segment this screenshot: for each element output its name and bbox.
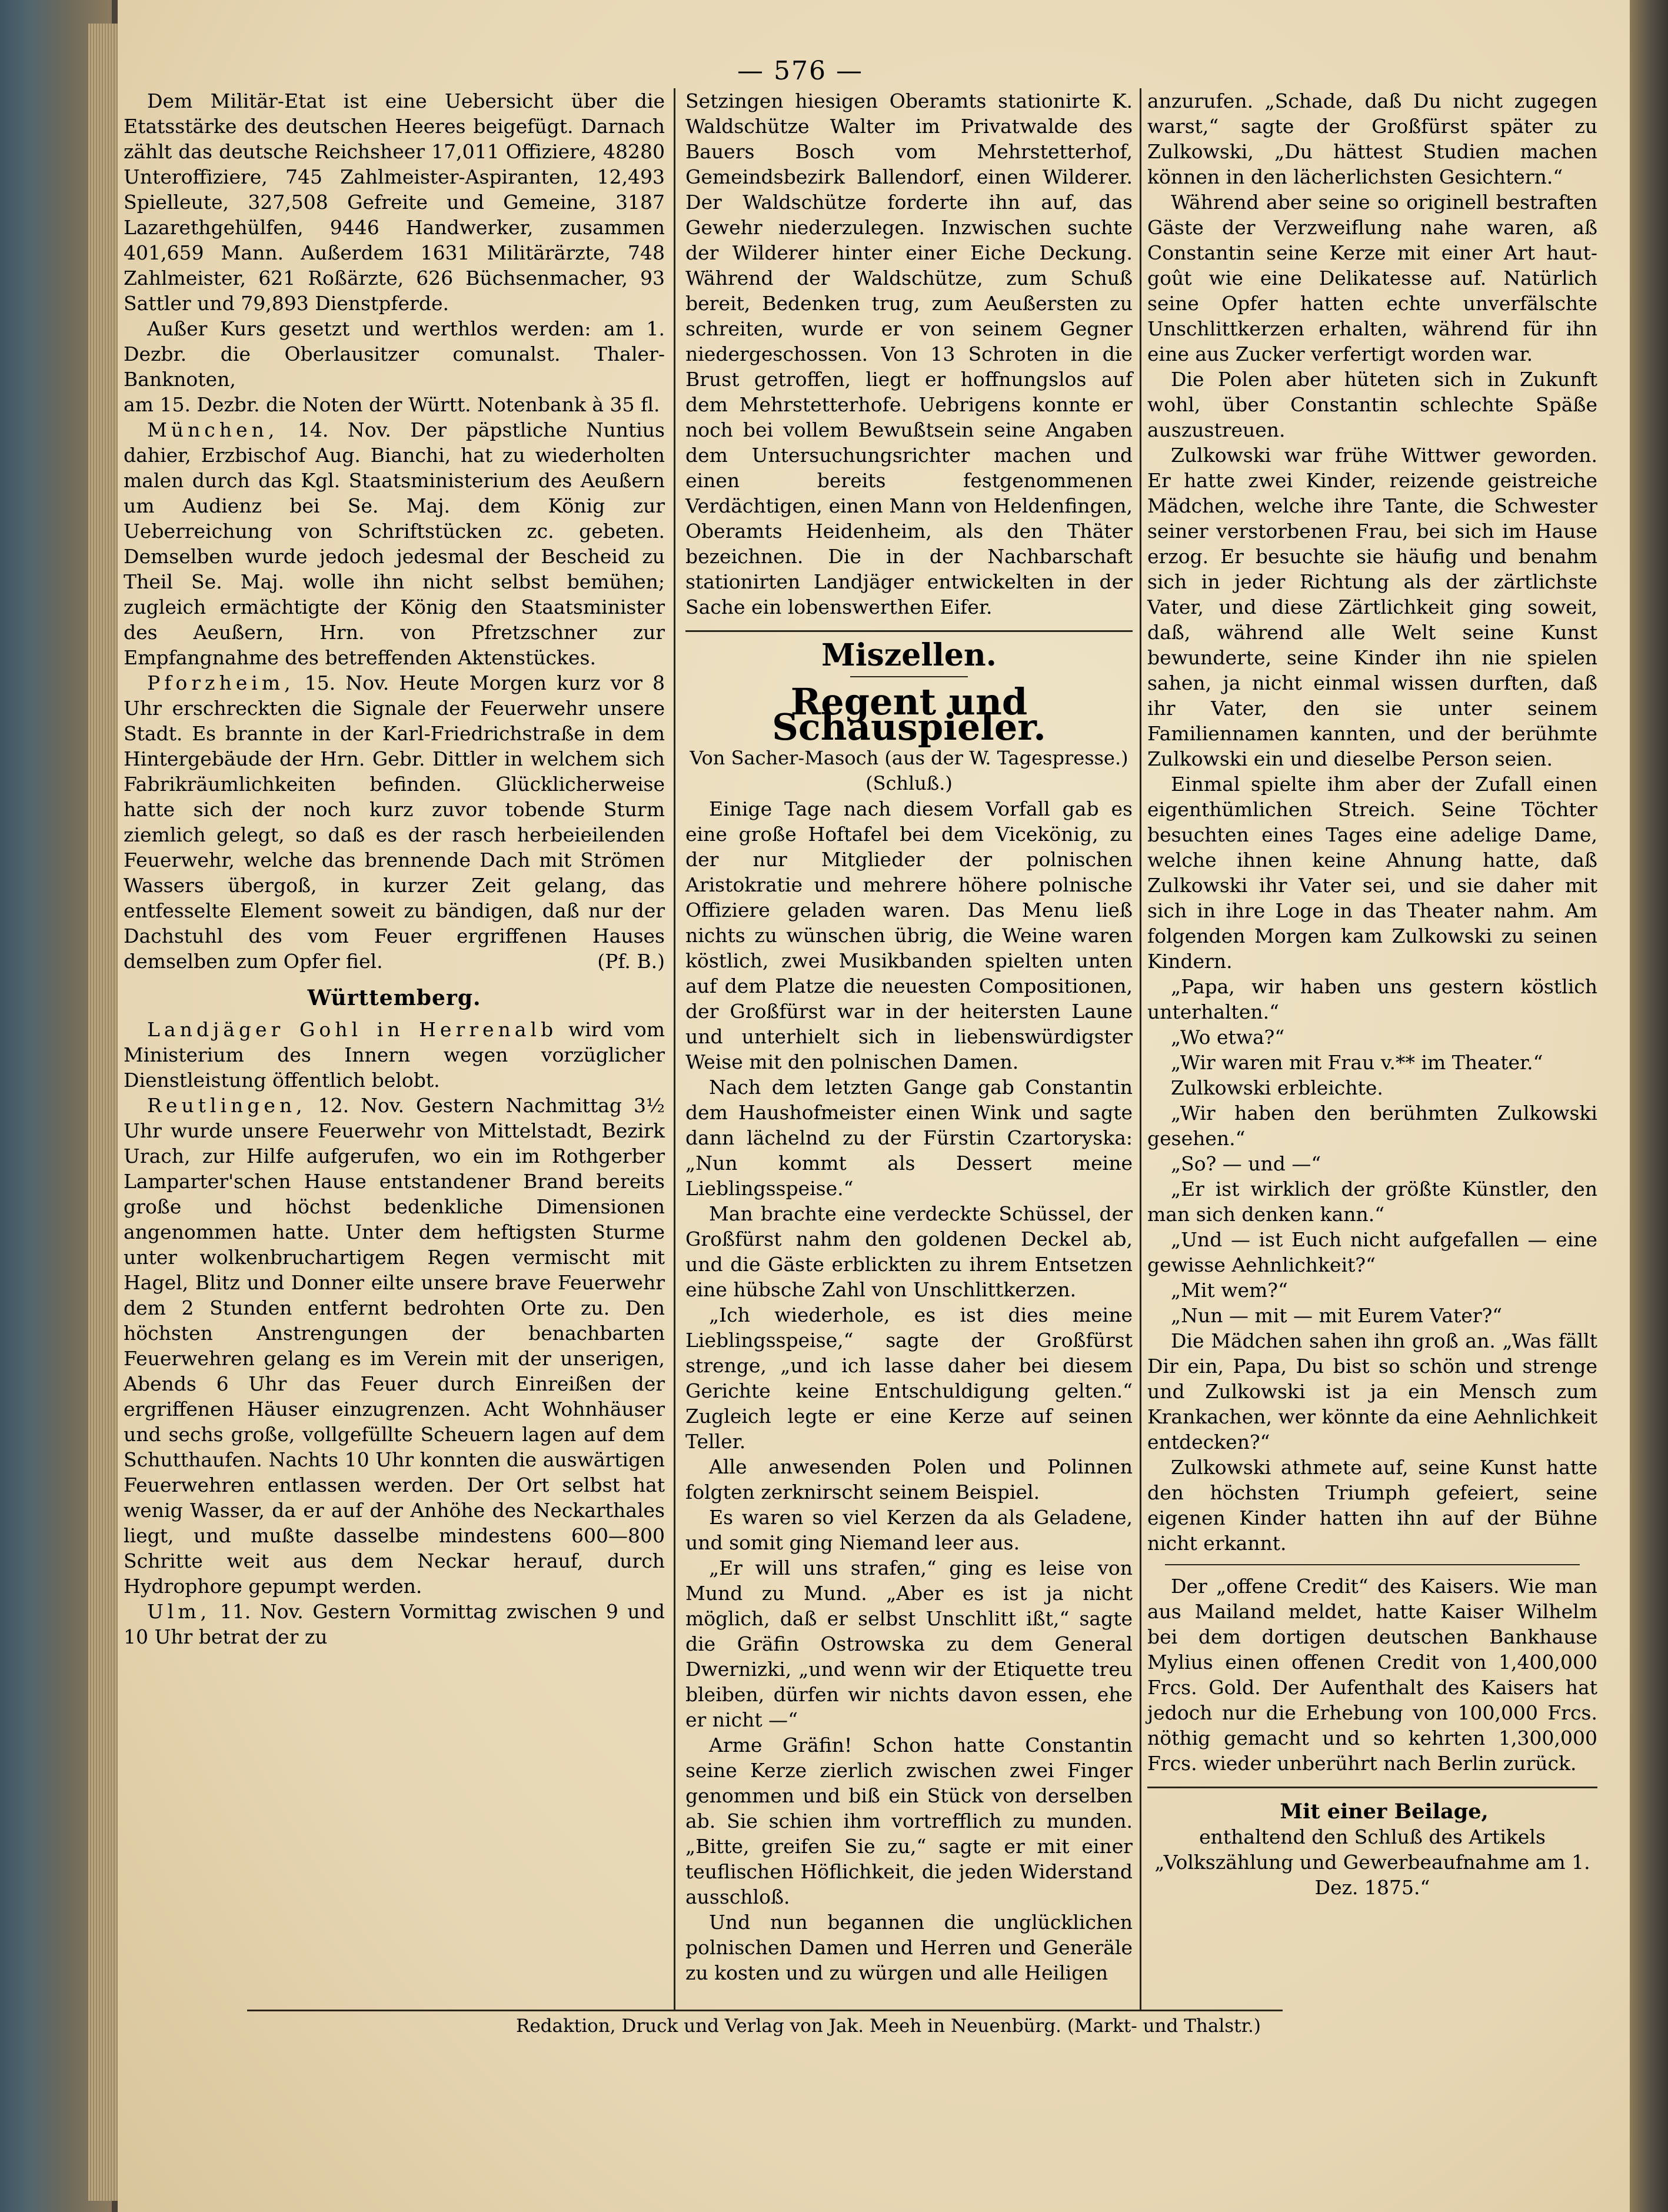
article-pforzheim — [124, 670, 665, 974]
article-reutlingen-text: 12. Nov. Gestern Nachmittag 3½ Uhr wurde unsere Feuerwehr von Mittelstadt, Bezirk Urach, zur Hilfe aufgerufen, wo ein im Rothgerber Lamparter'schen Hause entstandener Brand bereits große und höchst bedenkliche Dimensionen angenommen hatte. Unter dem heftigsten Sturme unter wolkenbruchartigem Regen vermischt mit Hagel, Blitz und Donner eilte unsere brave Feuerwehr dem 2 Stunden entfernt bedrohten Orte zu. Den höchsten Anstrengungen der benachbarten Feuerwehren gelang es im Verein mit der unserigen, Abends 6 Uhr das Feuer durch Einreißen der ergriffenen Häuser einzugrenzen. Acht Wohnhäuser und sechs große, vollgefüllte Scheuern lagen auf dem Schutthaufen. Nachts 10 Uhr konnten die auswärtigen Feuerwehren entlassen werden. Der Ort selbst hat wenig Wasser, da er auf der Anhöhe des Neckarthales liegt, und mußte dasselbe mindestens 600—800 Schritte weit aus dem Neckar herauf, durch Hydrophore gepumpt werden. — [124, 1094, 665, 1598]
story-paragraph: Während aber seine so originell bestraften Gäste der Verzweiflung nahe waren, aß Constantin seine Kerze mit einer Art haut-goût wie eine Delikatesse auf. Natürlich seine Opfer hatten echte unverfälschte Unschlittkerzen erhalten, während für ihn eine aus Zucker verfertigt worden war. — [1147, 191, 1597, 365]
miscellany-heading: Miszellen. — [821, 637, 997, 673]
section-rule — [1165, 1564, 1580, 1565]
story-paragraph: Einmal spielte ihm aber der Zufall einen eigenthümlichen Streich. Seine Töchter besuchten eines Tages eine adelige Dame, welche ihnen keine Ahnung hatte, daß Zulkowski ihr Vater sei, und sie daher mit sich in ihre Loge in das Theater nahm. Am folgenden Morgen kam Zulkowski zu seinen Kindern. — [1147, 773, 1597, 973]
story-paragraph: Einige Tage nach diesem Vorfall gab es eine große Hoftafel bei dem Vicekönig, zu der nur Mitglieder der polnischen Aristokratie und mehrere höhere polnische Offiziere geladen waren. Das Menu ließ nichts zu wünschen übrig, die Weine waren köstlich, zwei Musikbanden spielten unten auf dem Platze die neuesten Compositionen, der Großfürst war in der heitersten Laune und unterhielt sich in liebenswürdigster Weise mit den polnischen Damen. — [685, 797, 1133, 1073]
column-divider-2 — [1140, 88, 1141, 2010]
dateline-pforzheim: Pforzheim, — [147, 671, 295, 694]
article-reutlingen — [124, 1093, 665, 1599]
story-dialogue: „Er ist wirklich der größte Künstler, den man sich denken kann.“ — [1147, 1177, 1597, 1226]
page-number: — 576 — — [737, 56, 863, 86]
story-conclusion-note: (Schluß.) — [865, 772, 953, 794]
right-page-edge — [1630, 0, 1668, 2212]
dateline-ulm: Ulm, — [147, 1600, 211, 1623]
story-paragraph: Nach dem letzten Gange gab Constantin dem Haushofmeister einen Wink und sagte dann lächelnd zu der Fürstin Czartoryska: „Nun kommt als Dessert meine Lieblingsspeise.“ — [685, 1076, 1133, 1200]
article-ulm-text: 11. Nov. Gestern Vormittag zwischen 9 und 10 Uhr betrat der zu — [124, 1600, 665, 1648]
story-paragraph: Und nun begannen die unglücklichen polnischen Damen und Herren und Generäle zu kosten und zu würgen und alle Heiligen — [685, 1911, 1133, 1984]
story-paragraph: anzurufen. „Schade, daß Du nicht zugegen warst,“ sagte der Großfürst später zu Zulkowski, „Du hättest Studien machen können in den lächerlichsten Gesichtern.“ — [1147, 89, 1597, 188]
story-paragraph: Alle anwesenden Polen und Polinnen folgten zerknirscht seinem Beispiel. — [685, 1455, 1133, 1504]
story-paragraph: Die Mädchen sahen ihn groß an. „Was fällt Dir ein, Papa, Du bist so schön und strenge und Zulkowski ist ja ein Mensch zum Krankachen, wer könnte da eine Aehnlichkeit entdecken?“ — [1147, 1329, 1597, 1453]
story-byline: Von Sacher-Masoch (aus der W. Tagespresse.) — [690, 747, 1128, 769]
supplement-heading: Mit einer Beilage, — [1280, 1799, 1489, 1824]
story-dialogue: „Wo etwa?“ — [1171, 1026, 1285, 1049]
story-dialogue: „Mit wem?“ — [1171, 1279, 1288, 1302]
article-military-budget: Dem Militär-Etat ist eine Uebersicht über die Etatsstärke des deutschen Heeres beigefügt. Darnach zählt das deutsche Reichsheer 17,011 Offiziere, 48280 Unteroffiziere, 745 Zahlmeister-Aspiranten, 12,493 Spielleute, 327,508 Gefreite und Gemeine, 3187 Lazarethgehülfen, 9446 Handwerker, zusammen 401,659 Mann. Außerdem 1631 Militärärzte, 748 Zahlmeister, 621 Roßärzte, 626 Büchsenmacher, 93 Sattler und 79,893 Dienstpferde. — [124, 89, 665, 315]
section-title-wuerttemberg: Württemberg. — [307, 986, 481, 1010]
short-rule — [850, 676, 968, 677]
story-dialogue: „Und — ist Euch nicht aufgefallen — eine gewisse Aehnlichkeit?“ — [1147, 1228, 1597, 1276]
article-pforzheim-text: 15. Nov. Heute Morgen kurz vor 8 Uhr erschreckten die Signale der Feuerwehr unsere Stadt. Es brannte in der Karl-Friedrichstraße in dem Hintergebäude der Hrn. Gebr. Dittler in welchem sich Fabrikräumlichkeiten befinden. Glücklicherweise hatte sich der noch kurz zuvor tobende Sturm ziemlich gelegt, so daß es der rasch herbeieilenden Feuerwehr, welche das brennende Dach mit Strömen Wassers übergoß, in kurzer Zeit gelang, das entfesselte Element soweit zu bändigen, daß nur der Dachstuhl des vom Feuer ergriffenen Hauses demselben zum Opfer fiel. — [124, 671, 665, 973]
article-munich — [124, 417, 665, 670]
story-paragraph: Man brachte eine verdeckte Schüssel, der Großfürst nahm den goldenen Deckel ab, und die Gäste erblickten zu ihrem Entsetzen eine hübsche Zahl von Unschlittkerzen. — [685, 1202, 1133, 1301]
story-dialogue: „Papa, wir haben uns gestern köstlich unterhalten.“ — [1147, 975, 1597, 1023]
story-dialogue: „Wir waren mit Frau v.** im Theater.“ — [1171, 1051, 1543, 1074]
bottom-rule — [247, 2010, 1283, 2011]
story-dialogue: „Nun — mit — mit Eurem Vater?“ — [1171, 1304, 1503, 1327]
article-ulm — [124, 1599, 665, 1649]
article-gohl — [124, 1017, 665, 1093]
story-paragraph: „Ich wiederhole, es ist dies meine Lieblingsspeise,“ sagte der Großfürst strenge, „und ich lasse daher bei diesem Gerichte keine Entschuldigung gelten.“ Zugleich legte er eine Kerze auf seinen Teller. — [685, 1303, 1133, 1453]
column-1 — [124, 88, 665, 1649]
article-banknotes: Außer Kurs gesetzt und werthlos werden: am 1. Dezbr. die Oberlausitzer comunalst. Thaler-Banknoten, — [124, 317, 665, 391]
article-munich-text: 14. Nov. Der päpstliche Nuntius dahier, Erzbischof Aug. Bianchi, hat zu wiederholten malen durch das Kgl. Staatsministerium des Aeußern um Audienz bei Se. Maj. dem König zur Ueberreichung von Schriftstücken zc. gebeten. Demselben wurde jedoch jedesmal der Bescheid zu Theil Se. Maj. wolle ihn nicht selbst bemühen; zugleich ermächtigte der König den Staatsminister des Aeußern, Hrn. von Pfretzschner zur Empfangnahme des betreffenden Aktenstückes. — [124, 418, 665, 669]
story-title: Regent und Schauspieler. — [772, 680, 1046, 749]
supplement-text: enthaltend den Schluß des Artikels „Volkszählung und Gewerbeaufnahme am 1. Dez. 1875.“ — [1154, 1825, 1590, 1899]
column-2 — [685, 88, 1133, 1985]
source-signature: (Pf. B.) — [597, 950, 665, 973]
story-paragraph: Es waren so viel Kerzen da als Geladene, und somit ging Niemand leer aus. — [685, 1506, 1133, 1554]
name-gohl: Landjäger Gohl in Herrenalb — [147, 1018, 558, 1041]
article-poacher: Setzingen hiesigen Oberamts stationirte K. Waldschütze Walter im Privatwalde des Bauers Bosch vom Mehrstetterhof, Gemeindsbezirk Ballendorf, einen Wilderer. Der Waldschütze forderte ihn auf, das Gewehr niederzulegen. Inzwischen suchte der Wilderer hinter einer Eiche Deckung. Während der Waldschütze, zum Schuß bereit, Bedenken trug, zum Aeußersten zu schreiten, wurde er von seinem Gegner niedergeschossen. Von 13 Schroten in die Brust getroffen, liegt er hoffnungslos auf dem Mehrstetterhofe. Uebrigens konnte er noch bei vollem Bewußtsein seine Angaben dem Untersuchungsrichter machen und einen bereits festgenommenen Verdächtigen, einen Mann von Heldenfingen, Oberamts Heidenheim, als den Thäter bezeichnen. Die in der Nachbarschaft stationirten Landjäger entwickelten in der Sache ein lobenswerthen Eifer. — [685, 89, 1133, 618]
story-paragraph: Arme Gräfin! Schon hatte Constantin seine Kerze zierlich zwischen zwei Finger genommen und biß ein Stück von derselben ab. Sie schien ihm vortrefflich zu munden. „Bitte, greifen Sie zu,“ sagte er mit einer teuflischen Höflichkeit, die jeden Widerstand ausschloß. — [685, 1734, 1133, 1908]
section-rule — [1147, 1787, 1597, 1788]
column-3 — [1147, 88, 1597, 1900]
imprint-footer: Redaktion, Druck und Verlag von Jak. Meeh in Neuenbürg. (Markt- und Thalstr.) — [516, 2015, 1261, 2037]
story-dialogue: Zulkowski erbleichte. — [1171, 1076, 1383, 1099]
section-rule — [685, 630, 1133, 632]
article-banknotes-cont: am 15. Dezbr. die Noten der Württ. Notenbank à 35 fl. — [124, 393, 660, 416]
article-kaiser-credit: Der „offene Credit“ des Kaisers. Wie man aus Mailand meldet, hatte Kaiser Wilhelm bei dem dortigen deutschen Bankhause Mylius einen offenen Credit von 1,400,000 Frcs. Gold. Der Aufenthalt des Kaisers hat jedoch nur die Erhebung von 100,000 Frcs. nöthig gemacht und so kehrten 1,300,000 Frcs. wieder unberührt nach Berlin zurück. — [1147, 1575, 1597, 1775]
story-paragraph: Die Polen aber hüteten sich in Zukunft wohl, über Constantin schlechte Späße auszustreuen. — [1147, 368, 1597, 441]
story-dialogue: „Wir haben den berühmten Zulkowski gesehen.“ — [1147, 1102, 1597, 1150]
story-dialogue: „So? — und —“ — [1171, 1152, 1321, 1175]
dateline-reutlingen: Reutlingen, — [147, 1094, 307, 1117]
story-paragraph: Zulkowski athmete auf, seine Kunst hatte den höchsten Triumph gefeiert, seine eigenen Kinder hatten ihn auf der Bühne nicht erkannt. — [1147, 1456, 1597, 1555]
story-paragraph: „Er will uns strafen,“ ging es leise von Mund zu Mund. „Aber es ist ja nicht möglich, daß er selbst Unschlitt ißt,“ sagte die Gräfin Ostrowska zu dem General Dwernizki, „und wenn wir der Etiquette treu bleiben, dürfen wir nichts davon essen, ehe er nicht —“ — [685, 1556, 1133, 1731]
column-divider-1 — [674, 88, 675, 2010]
story-paragraph: Zulkowski war frühe Wittwer geworden. Er hatte zwei Kinder, reizende geistreiche Mädchen, welche ihre Tante, die Schwester seiner verstorbenen Frau, bei sich im Hause erzog. Er besuchte sie häufig und benahm sich in jeder Richtung als der zärtlichste Vater, und diese Zärtlichkeit ging soweit, daß, während alle Welt seine Kunst bewunderte, seine Kinder ihn nie spielen sahen, ja nicht einmal wissen durften, daß ihr Vater, den sie unter seinem Familiennamen kannten, und der berühmte Zulkowski ein und dieselbe Person seien. — [1147, 444, 1597, 770]
dateline-munich: München, — [147, 418, 279, 441]
article-gohl-text: wird vom Ministerium des Innern wegen vorzüglicher Dienstleistung öffentlich belobt. — [124, 1018, 665, 1092]
